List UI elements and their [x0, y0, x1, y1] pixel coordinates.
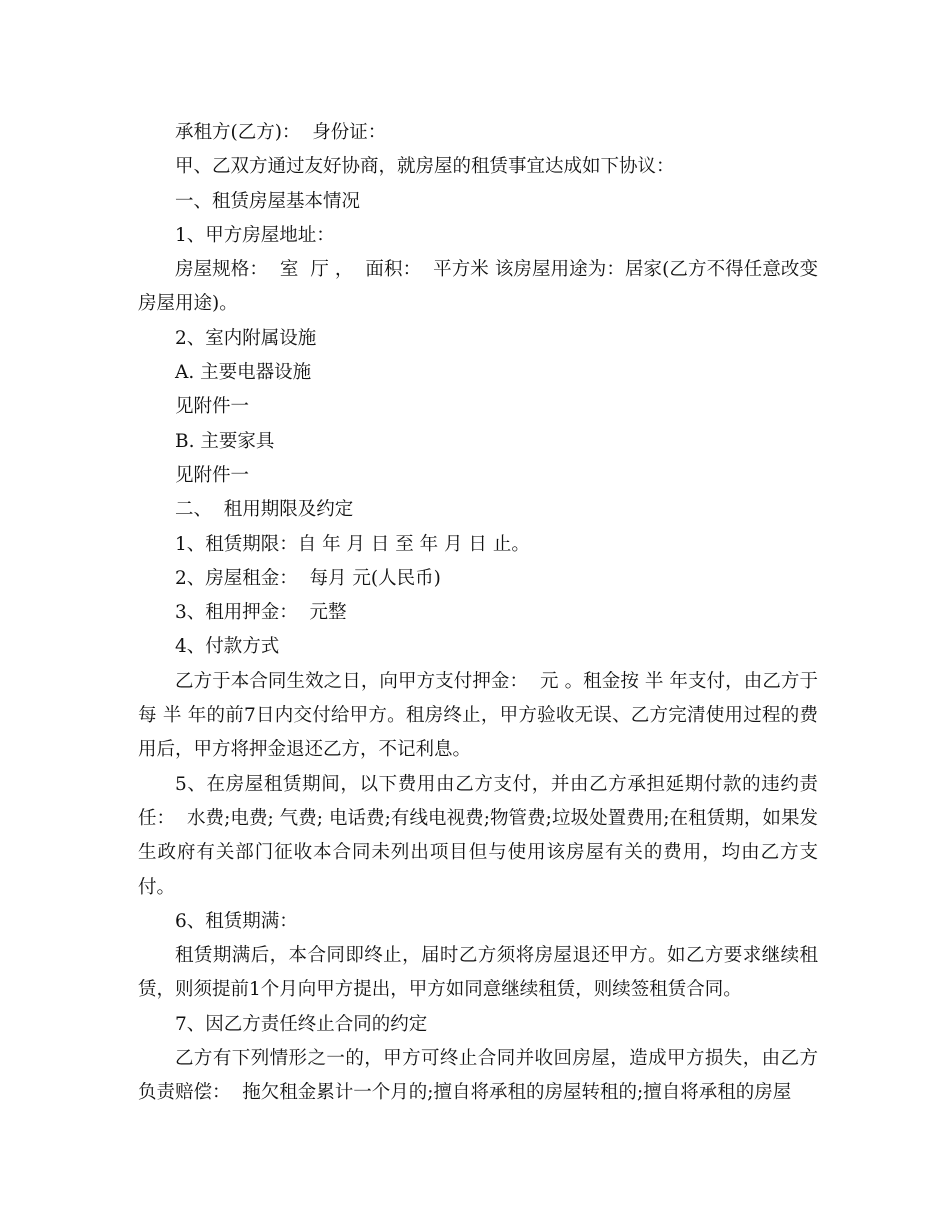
paragraph-lessee: 承租方(乙方)： 身份证： [175, 122, 387, 143]
paragraph-appliances: A. 主要电器设施 [175, 362, 312, 384]
paragraph-rent: 2、房屋租金： 每月 元(人民币) [175, 567, 441, 589]
section-heading-term: 二、 租用期限及约定 [175, 499, 354, 521]
paragraph-expiry-details: 租赁期满后，本合同即终止，届时乙方须将房屋退还甲方。如乙方要求继续租赁，则须提前1个月向甲方提出，甲方如同意继续租赁，则续签租赁合同。 [138, 945, 818, 1001]
paragraph-lease-period: 1、租赁期限：自 年 月 日 至 年 月 日 止。 [175, 533, 530, 555]
paragraph-deposit: 3、租用押金： 元整 [175, 602, 347, 624]
paragraph-agreement-intro: 甲、乙双方通过友好协商，就房屋的租赁事宜达成如下协议： [175, 156, 675, 178]
paragraph-termination-details: 乙方有下列情形之一的，甲方可终止合同并收回房屋，造成甲方损失，由乙方负责赔偿： 拖欠租金累计一个月的;擅自将承租的房屋转租的;擅自将承租的房屋 [138, 1048, 818, 1104]
paragraph-see-attachment: 见附件一 [175, 464, 250, 486]
paragraph-facilities: 2、室内附属设施 [175, 327, 317, 349]
section-heading-property: 一、租赁房屋基本情况 [175, 190, 361, 212]
paragraph-termination: 7、因乙方责任终止合同的约定 [175, 1013, 428, 1035]
paragraph-payment-method: 4、付款方式 [175, 636, 280, 658]
paragraph-see-attachment: 见附件一 [175, 396, 250, 418]
paragraph-fees: 5、在房屋租赁期间，以下费用由乙方支付，并由乙方承担延期付款的违约责任： 水费;电费; 气费; 电话费;有线电视费;物管费;垃圾处置费用;在租赁期，如果发生政府有关部门征收本合同未列出项目但与使用该房屋有关的费用，均由乙方支付。 [138, 773, 818, 898]
document-body [138, 116, 818, 1111]
paragraph-payment-details: 乙方于本合同生效之日，向甲方支付押金： 元 。租金按 半 年支付，由乙方于每 半 年的前7日内交付给甲方。租房终止，甲方验收无误、乙方完清使用过程的费用后，甲方将押金退还乙方，不记利息。 [138, 670, 818, 761]
paragraph-specs: 房屋规格： 室 厅 ， 面积： 平方米 该房屋用途为：居家(乙方不得任意改变房屋用途)。 [138, 259, 818, 315]
paragraph-expiry: 6、租赁期满： [175, 910, 298, 932]
paragraph-address: 1、甲方房屋地址： [175, 224, 335, 246]
paragraph-furniture: B. 主要家具 [175, 430, 275, 452]
